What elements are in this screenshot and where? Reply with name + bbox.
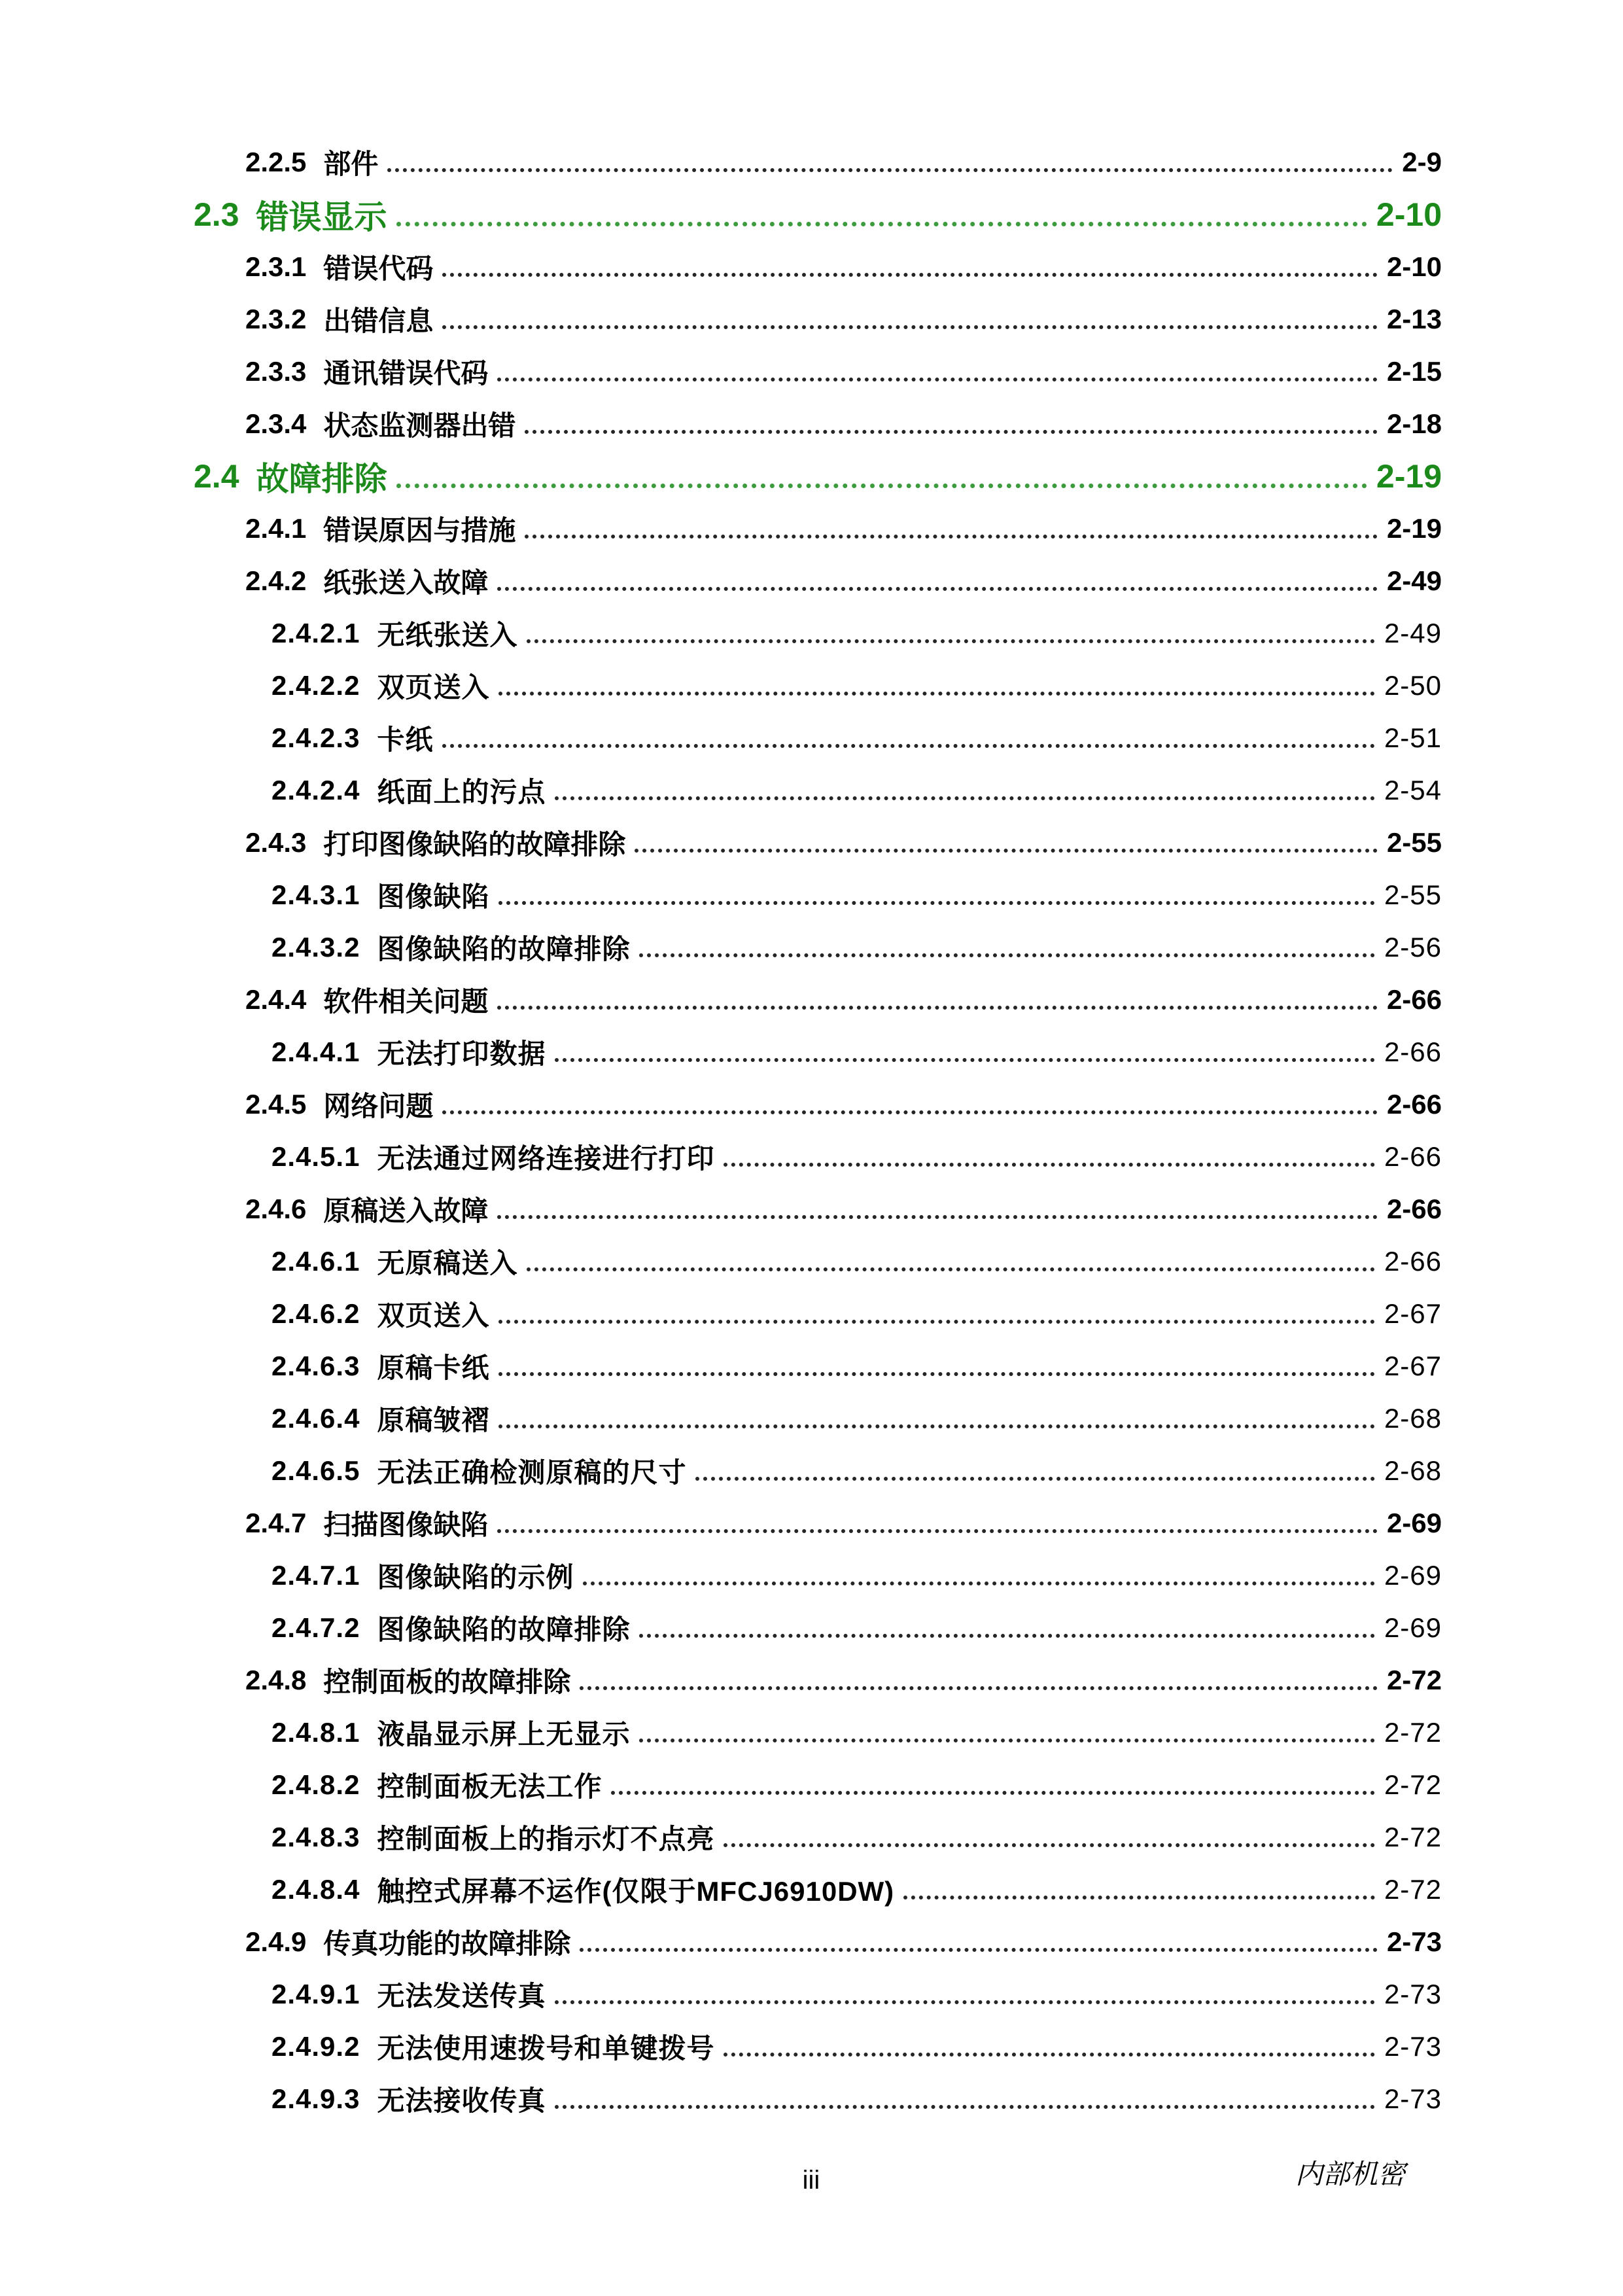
toc-entry-page: 2-72 bbox=[1384, 1874, 1442, 1905]
toc-entry[interactable] bbox=[0, 1235, 1623, 1288]
dot-leader bbox=[724, 1163, 1374, 1167]
toc-entry-number: 2.4.8.2 bbox=[271, 1769, 360, 1800]
toc-entry-page: 2-66 bbox=[1384, 1141, 1442, 1172]
toc-entry[interactable] bbox=[0, 1602, 1623, 1654]
toc-entry[interactable] bbox=[0, 1078, 1623, 1131]
toc-entry-number: 2.4.7.1 bbox=[271, 1560, 360, 1591]
toc-entry-number: 2.4 bbox=[194, 458, 239, 495]
toc-entry-number: 2.4.2.3 bbox=[271, 722, 360, 753]
toc-entry-page: 2-13 bbox=[1386, 304, 1442, 334]
dot-leader bbox=[396, 222, 1367, 226]
toc-entry-page: 2-9 bbox=[1402, 147, 1442, 177]
dot-leader bbox=[527, 1267, 1374, 1271]
toc-entry[interactable] bbox=[0, 712, 1623, 764]
confidential-label: 内部机密 bbox=[1295, 2160, 1406, 2190]
toc-entry[interactable] bbox=[0, 1131, 1623, 1183]
toc-entry-number: 2.4.5 bbox=[245, 1089, 307, 1120]
toc-entry-title: 触控式屏幕不运作(仅限于MFCJ6910DW) bbox=[377, 1876, 895, 1907]
dot-leader bbox=[555, 1058, 1374, 1062]
toc-entry-number: 2.4.7.2 bbox=[271, 1612, 360, 1643]
toc-entry-page: 2-19 bbox=[1376, 458, 1442, 495]
toc-entry-title: 控制面板上的指示灯不点亮 bbox=[377, 1824, 715, 1854]
toc-entry[interactable] bbox=[0, 1340, 1623, 1392]
toc-entry[interactable] bbox=[0, 1392, 1623, 1445]
toc-entry-number: 2.4.8 bbox=[245, 1665, 307, 1695]
toc-entry-title: 扫描图像缺陷 bbox=[323, 1510, 489, 1540]
toc-entry-title: 图像缺陷 bbox=[377, 881, 490, 912]
dot-leader bbox=[442, 325, 1378, 329]
dot-leader bbox=[527, 639, 1374, 643]
dot-leader bbox=[497, 1006, 1378, 1010]
toc-entry-number: 2.3 bbox=[194, 196, 239, 233]
toc-entry-title: 控制面板无法工作 bbox=[377, 1771, 602, 1802]
toc-entry-number: 2.4.3 bbox=[245, 827, 307, 858]
toc-entry-title: 无法通过网络连接进行打印 bbox=[377, 1143, 715, 1174]
toc-entry-page: 2-69 bbox=[1384, 1612, 1442, 1643]
toc-entry-page: 2-68 bbox=[1384, 1455, 1442, 1486]
dot-leader bbox=[525, 430, 1378, 434]
dot-leader bbox=[695, 1477, 1374, 1481]
dot-leader bbox=[497, 587, 1378, 591]
toc-entry-number: 2.4.3.1 bbox=[271, 879, 360, 910]
toc-entry-number: 2.4.8.3 bbox=[271, 1822, 360, 1852]
toc-entry-number: 2.4.8.4 bbox=[271, 1874, 360, 1905]
dot-leader bbox=[611, 1791, 1374, 1795]
toc-entry[interactable] bbox=[0, 1811, 1623, 1863]
toc-entry-title: 错误显示 bbox=[256, 199, 387, 236]
toc-entry[interactable] bbox=[0, 1916, 1623, 1968]
toc-entry-title: 卡纸 bbox=[377, 724, 434, 755]
toc-entry-page: 2-66 bbox=[1384, 1036, 1442, 1067]
toc-entry-page: 2-66 bbox=[1384, 1246, 1442, 1277]
toc-entry-page: 2-69 bbox=[1386, 1508, 1442, 1538]
toc-entry-number: 2.4.2.4 bbox=[271, 775, 360, 805]
toc-entry-title: 打印图像缺陷的故障排除 bbox=[323, 829, 626, 860]
toc-entry-number: 2.4.6.5 bbox=[271, 1455, 360, 1486]
dot-leader bbox=[555, 2105, 1374, 2109]
toc-entry-title: 原稿皱褶 bbox=[377, 1405, 490, 1436]
dot-leader bbox=[497, 378, 1378, 381]
toc-entry[interactable] bbox=[0, 1654, 1623, 1706]
toc-entry[interactable] bbox=[0, 1968, 1623, 2021]
toc-entry-page: 2-18 bbox=[1386, 408, 1442, 439]
toc-entry-title: 传真功能的故障排除 bbox=[323, 1928, 571, 1959]
dot-leader bbox=[442, 273, 1378, 277]
toc-entry-page: 2-55 bbox=[1384, 879, 1442, 910]
toc-entry[interactable] bbox=[0, 2021, 1623, 2073]
toc-entry-page: 2-66 bbox=[1386, 1089, 1442, 1120]
toc-entry-number: 2.4.6.1 bbox=[271, 1246, 360, 1277]
dot-leader bbox=[498, 901, 1374, 905]
toc-entry-page: 2-55 bbox=[1386, 827, 1442, 858]
toc-entry-page: 2-73 bbox=[1384, 1979, 1442, 2009]
toc-entry[interactable] bbox=[0, 2073, 1623, 2125]
dot-leader bbox=[497, 1529, 1378, 1533]
toc-entry[interactable] bbox=[0, 1863, 1623, 1916]
toc-entry-page: 2-67 bbox=[1384, 1351, 1442, 1381]
toc-entry-title: 无法打印数据 bbox=[377, 1038, 546, 1069]
toc-entry-page: 2-73 bbox=[1384, 2083, 1442, 2114]
toc-entry-title: 纸面上的污点 bbox=[377, 777, 546, 807]
toc-entry-page: 2-67 bbox=[1384, 1298, 1442, 1329]
dot-leader bbox=[639, 1739, 1374, 1742]
toc-entry-title: 部件 bbox=[323, 149, 379, 179]
toc-entry[interactable] bbox=[0, 817, 1623, 869]
toc-entry[interactable] bbox=[0, 1288, 1623, 1340]
toc-entry[interactable] bbox=[0, 660, 1623, 712]
toc-entry-title: 控制面板的故障排除 bbox=[323, 1667, 571, 1697]
toc-entry-page: 2-10 bbox=[1376, 196, 1442, 233]
toc-entry-title: 无法使用速拨号和单键拨号 bbox=[377, 2033, 715, 2064]
dot-leader bbox=[442, 744, 1374, 748]
toc-entry-number: 2.4.6.2 bbox=[271, 1298, 360, 1329]
dot-leader bbox=[555, 2000, 1374, 2004]
toc-entry-number: 2.4.3.2 bbox=[271, 932, 360, 963]
toc-entry-page: 2-73 bbox=[1386, 1926, 1442, 1957]
toc-entry-page: 2-49 bbox=[1386, 565, 1442, 596]
dot-leader bbox=[498, 1320, 1374, 1324]
toc-entry-title: 软件相关问题 bbox=[323, 986, 489, 1017]
dot-leader bbox=[903, 1896, 1375, 1899]
toc-entry-page: 2-50 bbox=[1384, 670, 1442, 701]
toc-entry-title: 网络问题 bbox=[323, 1091, 434, 1122]
toc-entry[interactable] bbox=[0, 398, 1623, 450]
toc-entry[interactable] bbox=[0, 450, 1623, 503]
dot-leader bbox=[639, 1634, 1374, 1638]
toc-entry-number: 2.4.4 bbox=[245, 984, 307, 1015]
dot-leader bbox=[498, 1424, 1374, 1428]
dot-leader bbox=[583, 1581, 1374, 1585]
toc-entry-number: 2.4.6.3 bbox=[271, 1351, 360, 1381]
toc-entry[interactable] bbox=[0, 974, 1623, 1026]
toc-entry[interactable] bbox=[0, 869, 1623, 921]
toc-entry-title: 无原稿送入 bbox=[377, 1248, 518, 1279]
toc-entry-number: 2.4.6.4 bbox=[271, 1403, 360, 1434]
toc-entry[interactable] bbox=[0, 503, 1623, 555]
dot-leader bbox=[525, 535, 1378, 539]
dot-leader bbox=[442, 1110, 1378, 1114]
toc-entry-page: 2-66 bbox=[1386, 1193, 1442, 1224]
toc-entry-title: 通讯错误代码 bbox=[323, 358, 489, 389]
toc-entry-number: 2.4.2 bbox=[245, 565, 307, 596]
toc-entry-page: 2-19 bbox=[1386, 513, 1442, 544]
toc-entry-number: 2.3.4 bbox=[245, 408, 307, 439]
toc-entry-number: 2.4.2.1 bbox=[271, 618, 360, 648]
toc-entry[interactable] bbox=[0, 555, 1623, 607]
toc-entry-page: 2-56 bbox=[1384, 932, 1442, 963]
toc-entry-number: 2.4.4.1 bbox=[271, 1036, 360, 1067]
toc-entry-page: 2-15 bbox=[1386, 356, 1442, 387]
toc-entry-title: 双页送入 bbox=[377, 672, 490, 703]
toc-entry[interactable] bbox=[0, 1445, 1623, 1497]
toc-entry[interactable] bbox=[0, 345, 1623, 398]
toc-entry-page: 2-54 bbox=[1384, 775, 1442, 805]
toc-entry-number: 2.4.9.3 bbox=[271, 2083, 360, 2114]
toc-entry[interactable] bbox=[0, 293, 1623, 345]
toc-entry[interactable] bbox=[0, 607, 1623, 660]
dot-leader bbox=[580, 1686, 1378, 1690]
toc-entry-title: 错误原因与措施 bbox=[323, 515, 516, 546]
toc-entry-title: 状态监测器出错 bbox=[323, 410, 516, 441]
dot-leader bbox=[639, 953, 1374, 957]
toc-entry-title: 原稿送入故障 bbox=[323, 1195, 489, 1226]
toc-entry-number: 2.3.1 bbox=[245, 251, 307, 282]
toc-entry-page: 2-72 bbox=[1384, 1822, 1442, 1852]
toc-entry-title: 无法接收传真 bbox=[377, 2085, 546, 2116]
toc-entry[interactable] bbox=[0, 136, 1623, 188]
dot-leader bbox=[396, 484, 1367, 488]
toc-entry-title: 双页送入 bbox=[377, 1300, 490, 1331]
toc-entry[interactable] bbox=[0, 188, 1623, 241]
toc-entry-title: 错误代码 bbox=[323, 253, 434, 284]
toc-entry[interactable] bbox=[0, 1706, 1623, 1759]
toc-entry-page: 2-51 bbox=[1384, 722, 1442, 753]
toc-entry-number: 2.4.9 bbox=[245, 1926, 307, 1957]
toc-entry-page: 2-49 bbox=[1384, 618, 1442, 648]
toc-entry-title: 液晶显示屏上无显示 bbox=[377, 1719, 631, 1750]
toc-entry-number: 2.3.2 bbox=[245, 304, 307, 334]
toc-entry[interactable] bbox=[0, 241, 1623, 293]
toc-entry-title: 原稿卡纸 bbox=[377, 1352, 490, 1383]
dot-leader bbox=[387, 168, 1393, 172]
toc-entry-title: 无法发送传真 bbox=[377, 1981, 546, 2011]
toc-entry[interactable] bbox=[0, 1026, 1623, 1078]
toc-entry[interactable] bbox=[0, 764, 1623, 817]
toc-entry-title: 图像缺陷的故障排除 bbox=[377, 934, 631, 964]
table-of-contents bbox=[0, 136, 1623, 2125]
toc-entry-page: 2-69 bbox=[1384, 1560, 1442, 1591]
toc-entry[interactable] bbox=[0, 1549, 1623, 1602]
dot-leader bbox=[724, 1843, 1374, 1847]
toc-entry-title: 图像缺陷的故障排除 bbox=[377, 1614, 631, 1645]
dot-leader bbox=[580, 1948, 1378, 1952]
toc-entry[interactable] bbox=[0, 1183, 1623, 1235]
toc-entry-number: 2.4.7 bbox=[245, 1508, 307, 1538]
toc-entry-title: 无纸张送入 bbox=[377, 620, 518, 650]
toc-entry-page: 2-72 bbox=[1386, 1665, 1442, 1695]
toc-entry-number: 2.4.1 bbox=[245, 513, 307, 544]
toc-entry-title: 纸张送入故障 bbox=[323, 567, 489, 598]
toc-entry-number: 2.4.8.1 bbox=[271, 1717, 360, 1748]
toc-entry-page: 2-66 bbox=[1386, 984, 1442, 1015]
toc-entry-number: 2.4.9.2 bbox=[271, 2031, 360, 2062]
toc-entry-number: 2.2.5 bbox=[245, 147, 307, 177]
toc-entry-number: 2.4.2.2 bbox=[271, 670, 360, 701]
toc-entry-page: 2-10 bbox=[1386, 251, 1442, 282]
dot-leader bbox=[724, 2053, 1374, 2057]
toc-entry-title: 出错信息 bbox=[323, 306, 434, 336]
dot-leader bbox=[555, 796, 1374, 800]
dot-leader bbox=[498, 692, 1374, 696]
toc-entry-page: 2-72 bbox=[1384, 1769, 1442, 1800]
toc-entry-number: 2.4.9.1 bbox=[271, 1979, 360, 2009]
toc-entry[interactable] bbox=[0, 921, 1623, 974]
toc-entry-number: 2.4.5.1 bbox=[271, 1141, 360, 1172]
toc-entry-page: 2-72 bbox=[1384, 1717, 1442, 1748]
toc-entry-page: 2-68 bbox=[1384, 1403, 1442, 1434]
toc-entry-page: 2-73 bbox=[1384, 2031, 1442, 2062]
page-number: iii bbox=[802, 2166, 820, 2195]
toc-entry-number: 2.4.6 bbox=[245, 1193, 307, 1224]
toc-entry[interactable] bbox=[0, 1759, 1623, 1811]
toc-entry[interactable] bbox=[0, 1497, 1623, 1549]
dot-leader bbox=[498, 1372, 1374, 1376]
toc-entry-number: 2.3.3 bbox=[245, 356, 307, 387]
dot-leader bbox=[635, 849, 1378, 853]
toc-entry-title: 图像缺陷的示例 bbox=[377, 1562, 574, 1593]
dot-leader bbox=[497, 1215, 1378, 1219]
toc-entry-title: 故障排除 bbox=[256, 461, 387, 497]
toc-entry-title: 无法正确检测原稿的尺寸 bbox=[377, 1457, 687, 1488]
